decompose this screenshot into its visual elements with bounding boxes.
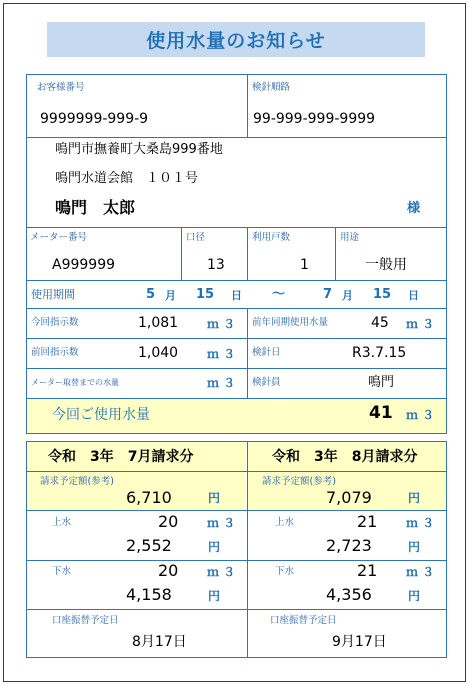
- bill-1-sewer-label: 下水: [52, 566, 72, 577]
- period-month-unit-1: 月: [165, 289, 176, 302]
- meter-number-label: メーター番号: [30, 232, 88, 243]
- period-label: 使用期間: [31, 288, 75, 301]
- bill-1-estimate: 6,710: [126, 488, 172, 507]
- current-reading-unit: ｍ ３: [207, 317, 236, 331]
- bill-1-transfer-label: 口座振替予定日: [52, 615, 119, 626]
- route-label: 検針順路: [252, 82, 291, 93]
- customer-name: 鳴門 太郎: [55, 198, 136, 217]
- address-line-2: 鳴門水道会館 １０１号: [55, 171, 199, 186]
- bill-1-transfer-date: 8月17日: [132, 634, 187, 650]
- bill-2-estimate: 7,079: [326, 488, 372, 507]
- to-meter-label: メーター取替までの水量: [31, 378, 119, 387]
- prev-year-unit: ｍ ３: [406, 317, 435, 331]
- bill-1-water-unit: ｍ ３: [207, 516, 236, 530]
- reading-date: R3.7.15: [352, 345, 407, 361]
- bill-1-water-yen: 2,552: [126, 536, 172, 555]
- bill-2-water-yen-unit: 円: [408, 540, 421, 554]
- bill-2-sewer-yen-unit: 円: [408, 589, 421, 603]
- honorific: 様: [407, 201, 421, 216]
- bill-1-sewer-m3: 20: [158, 561, 179, 580]
- bill-2-water-label: 上水: [275, 517, 295, 528]
- bill-2-water-m3: 21: [357, 512, 378, 531]
- reader-name: 鳴門: [368, 375, 395, 390]
- period-end-month: 7: [323, 287, 333, 302]
- diameter-label: 口径: [186, 232, 206, 243]
- route-number: 99-999-999-9999: [253, 111, 376, 127]
- households-label: 利用戸数: [252, 232, 291, 243]
- address-line-1: 鳴門市撫養町大桑島999番地: [55, 142, 223, 157]
- page-title: 使用水量のお知らせ: [47, 22, 425, 57]
- bill-1-water-label: 上水: [52, 517, 72, 528]
- bill-2-header: 令和 3年 8月請求分: [272, 449, 418, 465]
- households: 1: [300, 257, 309, 273]
- usage-total-label: 今回ご使用水量: [52, 407, 150, 423]
- bill-2-sewer-m3: 21: [357, 561, 378, 580]
- bill-2-estimate-label: 請求予定額(参考): [262, 476, 336, 487]
- previous-reading: 1,040: [138, 345, 179, 361]
- bill-1-sewer-yen-unit: 円: [208, 589, 221, 603]
- period-month-unit-2: 月: [342, 289, 353, 302]
- bill-2-estimate-yen: 円: [408, 491, 421, 505]
- customer-number: 9999999-999-9: [40, 111, 149, 127]
- period-start-month: 5: [146, 287, 156, 302]
- period-tilde: ～: [272, 287, 286, 302]
- customer-number-label: お客様番号: [37, 82, 85, 93]
- reading-date-label: 検針日: [252, 347, 281, 358]
- usage-total-unit: ｍ ３: [406, 408, 435, 422]
- bill-2-water-yen: 2,723: [326, 536, 372, 555]
- bill-2-sewer-yen: 4,356: [326, 585, 372, 604]
- bill-1-estimate-yen: 円: [208, 491, 221, 505]
- reader-label: 検針員: [252, 377, 281, 388]
- bill-2-transfer-date: 9月17日: [332, 634, 387, 650]
- meter-number: A999999: [52, 257, 116, 273]
- bill-1-estimate-label: 請求予定額(参考): [40, 476, 114, 487]
- usage-total-value: 41: [369, 403, 393, 423]
- bill-1-water-m3: 20: [158, 512, 179, 531]
- current-reading: 1,081: [138, 315, 179, 331]
- period-day-unit-2: 日: [408, 289, 419, 302]
- prev-year-usage: 45: [371, 315, 389, 331]
- bill-1-water-yen-unit: 円: [208, 540, 221, 554]
- bill-2-water-unit: ｍ ３: [406, 516, 435, 530]
- usage-type: 一般用: [365, 257, 407, 273]
- period-day-unit-1: 日: [231, 289, 242, 302]
- bill-1-sewer-yen: 4,158: [126, 585, 172, 604]
- previous-reading-label: 前回指示数: [31, 347, 79, 358]
- bill-2-sewer-label: 下水: [275, 566, 295, 577]
- to-meter-unit: ｍ ３: [207, 376, 236, 390]
- usage-type-label: 用途: [340, 232, 360, 243]
- period-start-day: 15: [196, 287, 215, 302]
- current-reading-label: 今回指示数: [31, 317, 79, 328]
- bill-2-sewer-unit: ｍ ３: [406, 565, 435, 579]
- bill-1-sewer-unit: ｍ ３: [207, 565, 236, 579]
- bill-2-transfer-label: 口座振替予定日: [270, 615, 337, 626]
- prev-year-label: 前年同期使用水量: [252, 317, 329, 328]
- diameter: 13: [207, 257, 225, 273]
- previous-reading-unit: ｍ ３: [207, 347, 236, 361]
- bill-1-header: 令和 3年 7月請求分: [48, 449, 194, 465]
- period-end-day: 15: [373, 287, 392, 302]
